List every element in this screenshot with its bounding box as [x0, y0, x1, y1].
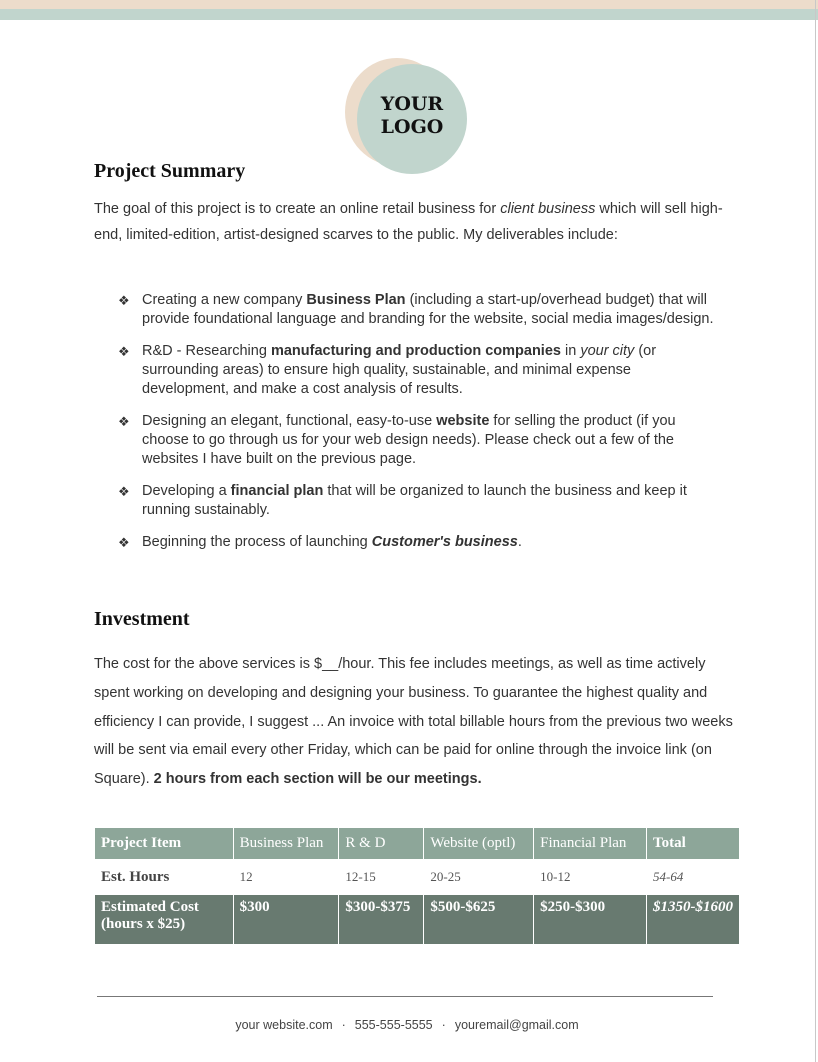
logo-line-1: YOUR: [380, 93, 444, 115]
table-row: [95, 895, 740, 945]
footer: [0, 1018, 814, 1032]
list-item: ❖ Developing a financial plan that will be organized to launch the business and keep it running sustainably.: [118, 483, 687, 518]
footer-phone: 555-555-5555: [354, 1018, 433, 1032]
table-cell: $1350-$1600: [647, 895, 740, 945]
table-cell: 12: [233, 860, 339, 895]
top-accent-bar-sage: [0, 9, 818, 20]
table-row: [95, 860, 740, 895]
summary-intro: [94, 196, 724, 248]
table-header-cell: Financial Plan: [534, 828, 647, 860]
intro-text: The goal of this project is to create an online retail business for: [94, 201, 501, 217]
list-item: ❖ R&D - Researching manufacturing and production companies in your city (or surrounding areas) to ensure high quality, sustainable, and minimal expense development, and make a cost analysis of results.: [118, 343, 657, 397]
project-summary-heading: Project Summary: [94, 160, 246, 182]
page-edge: [815, 0, 816, 1062]
logo-line-2: LOGO: [380, 116, 444, 138]
footer-email[interactable]: youremail@gmail.com: [454, 1018, 579, 1032]
diamond-fleuron-icon: ❖: [118, 414, 130, 429]
table-cell: 12-15: [339, 860, 424, 895]
diamond-fleuron-icon: ❖: [118, 535, 130, 550]
footer-divider: [97, 996, 713, 997]
table-cell: 54-64: [647, 860, 740, 895]
table-header-cell: R & D: [339, 828, 424, 860]
footer-separator: ·: [441, 1018, 446, 1032]
logo: [340, 58, 475, 173]
intro-text-end: which will sell high-end, limited-edition, artist-designed scarves to the public. My deliverables include:: [94, 201, 723, 243]
list-item: ❖ Designing an elegant, functional, easy-to-use website for selling the product (if you choose to go through us for your web design needs). Please check out a few of the websites I have built on the previous page.: [118, 413, 676, 467]
logo-text: [357, 93, 467, 139]
table-cell: 10-12: [534, 860, 647, 895]
table-cell: $300: [233, 895, 339, 945]
investment-body: The cost for the above services is $__/hour. This fee includes meetings, as well as time actively spent working on developing and designing your business. To guarantee the highest quality and efficiency I can provide, I suggest ... An invoice with total billable hours from the previous two weeks will be sent via email every other Friday, which can be paid for online through the invoice link (on Square).: [94, 656, 733, 788]
diamond-fleuron-icon: ❖: [118, 293, 130, 308]
table-cell: 20-25: [424, 860, 534, 895]
diamond-fleuron-icon: ❖: [118, 344, 130, 359]
list-item: ❖ Creating a new company Business Plan (including a start-up/overhead budget) that will provide foundational language and branding for the website, social media images/design.: [118, 292, 714, 327]
cost-table: [94, 827, 740, 945]
table-header-cell: Total: [647, 828, 740, 860]
table-cell: $500-$625: [424, 895, 534, 945]
table-cell: $250-$300: [534, 895, 647, 945]
table-cell: Est. Hours: [95, 860, 234, 895]
table-header-cell: Website (optl): [424, 828, 534, 860]
table-header-row: [95, 828, 740, 860]
diamond-fleuron-icon: ❖: [118, 484, 130, 499]
deliverables-list: [118, 291, 718, 565]
investment-bold-note: 2 hours from each section will be our meetings.: [153, 771, 482, 788]
list-item: ❖ Beginning the process of launching Customer's business.: [118, 534, 522, 550]
footer-separator: ·: [341, 1018, 346, 1032]
table-header-cell: Business Plan: [233, 828, 339, 860]
investment-heading: Investment: [94, 608, 190, 630]
footer-website[interactable]: your website.com: [235, 1018, 333, 1032]
investment-text: [94, 650, 734, 794]
top-accent-bar-beige: [0, 0, 818, 9]
table-cell: Estimated Cost (hours x $25): [95, 895, 234, 945]
table-cell: $300-$375: [339, 895, 424, 945]
table-header-cell: Project Item: [95, 828, 234, 860]
intro-emphasis: client business: [500, 201, 596, 217]
